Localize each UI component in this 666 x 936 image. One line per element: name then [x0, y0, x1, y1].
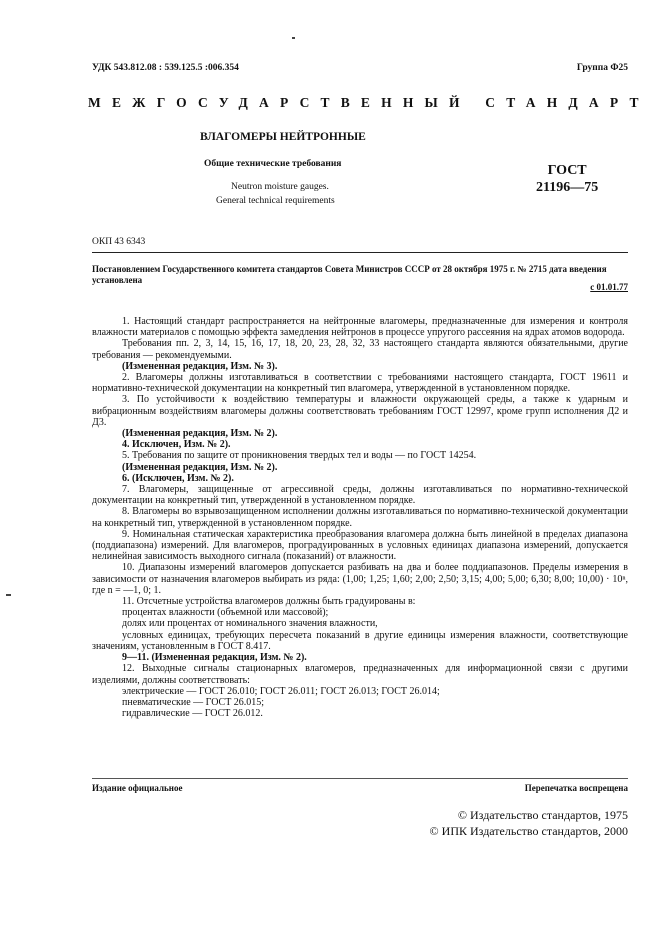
paragraph: условных единицах, требующих пересчета показаний в другие единицы измерения влажности, соответствующие значениям, установленным в ГОСТ 8.417.	[92, 629, 628, 652]
gost-label: ГОСТ	[547, 163, 587, 178]
reprint-note: Перепечатка воспрещена	[524, 783, 628, 793]
english-title: Neutron moisture gauges.	[231, 182, 329, 192]
scan-speck	[292, 37, 295, 39]
paragraph: 10. Диапазоны измерений влагомеров допускается разбивать на два и более поддиапазонов. Пределы измерения в зависимости от назначения влагомеров выбирать из ряда: (1,00; 1,25; 1,60; 2,00; 2,50; 3,15; 4,00; 5,00; 6,30; 8,00; 10,00) · 10ⁿ, где n = —1, 0; 1.	[92, 562, 628, 596]
paragraph: (Измененная редакция, Изм. № 3).	[122, 360, 278, 372]
paragraph: 9. Номинальная статическая характеристика преобразования влагомера должна быть линейной в пределах диапазона (поддиапазона) измерений. Для влагомеров, проградуированных в условных единицах диапазона измерений, допускается нелинейная зависимость выходного сигнала (показаний) от влажности.	[92, 528, 628, 563]
paragraph: (Измененная редакция, Изм. № 2).	[122, 428, 278, 440]
paragraph: 8. Влагомеры во взрывозащищенном исполнении должны изготавливаться по нормативно-технической документации на конкретный тип, утвержденной в установленном порядке.	[92, 506, 628, 529]
decree-text: Постановлением Государственного комитета стандартов Совета Министров СССР от 28 октября 1975 г. № 2715 дата введения установлена	[92, 264, 607, 285]
english-subtitle: General technical requirements	[216, 196, 335, 206]
okp-code: ОКП 43 6343	[92, 237, 146, 247]
body-text	[92, 316, 628, 719]
paragraph: 1. Настоящий стандарт распространяется на нейтронные влагомеры, предназначенные для измерения и контроля влажности материалов с помощью эффекта замедления нейтронов в процессе упругого рассеяния на ядрах атомов водорода.	[92, 316, 628, 339]
paragraph: 5. Требования по защите от проникновения твердых тел и воды — по ГОСТ 14254.	[122, 450, 477, 462]
divider-top	[92, 252, 628, 253]
paragraph: долях или процентах от номинального значения влажности,	[122, 618, 378, 630]
divider-footer	[92, 778, 628, 779]
paragraph: 11. Отсчетные устройства влагомеров должны быть градуированы в:	[122, 596, 416, 608]
paragraph: 12. Выходные сигналы стационарных влагомеров, предназначенных для информационной связи с другими изделиями, должны соответствовать:	[92, 663, 628, 686]
paragraph: 9—11. (Измененная редакция, Изм. № 2).	[122, 652, 307, 664]
document-subtitle: Общие технические требования	[204, 159, 342, 169]
edition-note: Издание официальное	[92, 783, 183, 793]
paragraph: 6. (Исключен, Изм. № 2).	[122, 472, 234, 484]
effective-date: с 01.01.77	[590, 282, 628, 292]
paragraph: процентах влажности (объемной или массовой);	[122, 607, 329, 619]
paragraph: 4. Исключен, Изм. № 2).	[122, 439, 231, 451]
paragraph: 3. По устойчивости к воздействию температуры и влажности окружающей среды, а также к ударным и вибрационным воздействиям влагомеры должны соответствовать требованиям ГОСТ 12997, кроме групп исполнения Д2 и Д3.	[92, 394, 628, 428]
standard-type-heading: МЕЖГОСУДАРСТВЕННЫЙ СТАНДАРТ	[88, 95, 650, 110]
gost-designation	[536, 162, 598, 196]
paragraph: электрические — ГОСТ 26.010; ГОСТ 26.011; ГОСТ 26.013; ГОСТ 26.014;	[122, 685, 440, 697]
paragraph: (Измененная редакция, Изм. № 2).	[122, 461, 278, 473]
copyright-1975: © Издательство стандартов, 1975	[457, 808, 628, 822]
paragraph: пневматические — ГОСТ 26.015;	[122, 696, 265, 708]
group-code: Группа Ф25	[576, 63, 628, 73]
udk-code: УДК 543.812.08 : 539.125.5 :006.354	[92, 63, 239, 73]
paragraph: 7. Влагомеры, защищенные от агрессивной среды, должны изготавливаться по нормативно-технической документации на конкретный тип, утвержденной в установленном порядке.	[92, 484, 628, 507]
paragraph: Требования пп. 2, 3, 14, 15, 16, 17, 18, 20, 23, 28, 32, 33 настоящего стандарта являются обязательными, другие требования — рекомендуемыми.	[92, 338, 628, 361]
scan-speck	[6, 594, 11, 596]
paragraph: гидравлические — ГОСТ 26.012.	[122, 708, 263, 720]
copyright-2000: © ИПК Издательство стандартов, 2000	[429, 824, 628, 838]
gost-number: 21196—75	[536, 180, 599, 195]
paragraph: 2. Влагомеры должны изготавливаться в соответствии с требованиями настоящего стандарта, ГОСТ 19611 и нормативно-технической документации на конкретный тип влагомера, утвержденной в установленном порядке.	[92, 372, 628, 395]
document-title: ВЛАГОМЕРЫ НЕЙТРОННЫЕ	[200, 131, 366, 143]
